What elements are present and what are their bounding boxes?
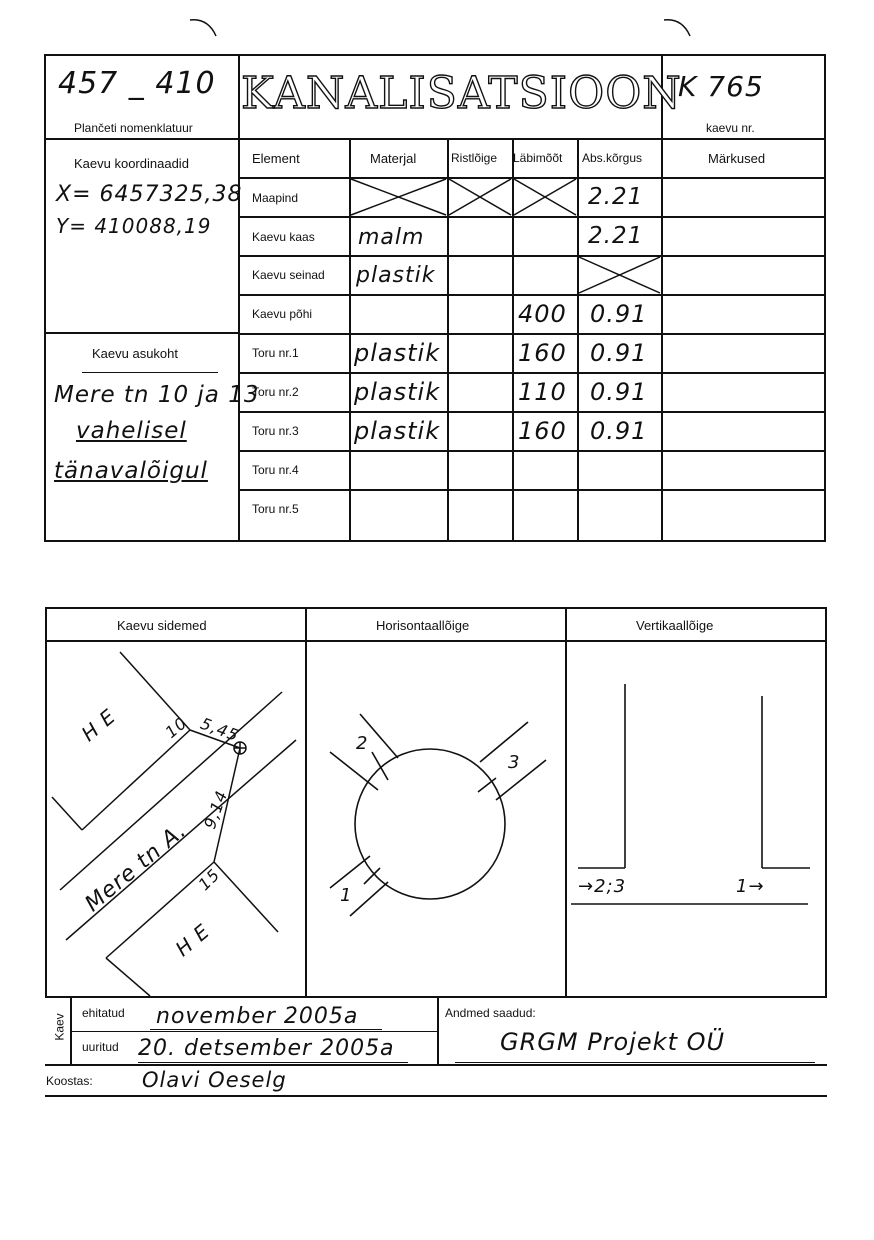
tie-distance-d: 15 <box>194 864 224 895</box>
row-diameter: 110 <box>518 378 567 406</box>
row-material: plastik <box>354 417 441 445</box>
row-height: 2.21 <box>588 184 644 210</box>
col-header-cross-section: Ristlõige <box>451 151 498 165</box>
location-line-1: Mere tn 10 ja 13 <box>54 382 260 408</box>
row-element: Toru nr.2 <box>252 385 299 399</box>
source-label: Andmed saadud: <box>445 1006 536 1020</box>
row-diameter: 160 <box>518 339 567 367</box>
pipe-3-label: 3 <box>508 752 521 773</box>
sheet-number: 457 _ 410 <box>58 66 216 101</box>
sheet-number-label: Plančeti nomenklatuur <box>74 121 193 135</box>
row-height: 0.91 <box>590 300 648 328</box>
col-header-element: Element <box>252 151 300 166</box>
row-diameter: 400 <box>518 300 567 328</box>
row-height: 2.21 <box>588 223 644 249</box>
location-line-2: vahelisel <box>76 418 187 444</box>
street-label: Mere tn A. <box>80 818 192 917</box>
row-element: Kaevu seinad <box>252 268 325 282</box>
coord-y: Y= 410088,19 <box>56 214 212 238</box>
row-element: Toru nr.3 <box>252 424 299 438</box>
coords-label: Kaevu koordinaadid <box>74 156 189 171</box>
tie-distance-b: 10 <box>161 713 191 742</box>
house-label-lower: H E <box>170 918 215 962</box>
built-label: ehitatud <box>82 1006 125 1020</box>
pipe-2-label: 2 <box>356 733 369 754</box>
row-element: Toru nr.4 <box>252 463 299 477</box>
measured-value: 20. detsember 2005a <box>138 1036 395 1061</box>
row-element: Maapind <box>252 191 299 205</box>
ties-title: Kaevu sidemed <box>117 618 207 633</box>
col-header-material: Materjal <box>370 151 417 166</box>
row-height: 0.91 <box>590 339 648 367</box>
vertical-arrow-right: 1→ <box>736 876 765 897</box>
author-label: Koostas: <box>46 1074 93 1088</box>
row-element: Kaevu kaas <box>252 230 315 244</box>
row-element: Kaevu põhi <box>252 307 313 321</box>
author-value: Olavi Oeselg <box>142 1068 287 1092</box>
vertical-arrow-left: →2;3 <box>578 876 627 897</box>
footer-side-label: Kaev <box>52 1013 67 1041</box>
col-header-notes: Märkused <box>708 151 766 166</box>
house-label-upper: H E <box>76 703 121 747</box>
row-material: plastik <box>356 263 436 288</box>
row-element: Toru nr.1 <box>252 346 299 360</box>
horizontal-section-title: Horisontaallõige <box>376 618 470 633</box>
col-header-abs-height: Abs.kõrgus <box>582 151 643 165</box>
row-material: plastik <box>354 378 441 406</box>
measured-label: uuritud <box>82 1040 119 1054</box>
built-value: november 2005a <box>156 1004 359 1029</box>
source-value: GRGM Projekt OÜ <box>500 1028 726 1056</box>
row-material: plastik <box>354 339 441 367</box>
row-material: malm <box>358 225 425 250</box>
tie-distance-c: 9,14 <box>200 787 232 832</box>
row-diameter: 160 <box>518 417 567 445</box>
vertical-section-title: Vertikaallõige <box>636 618 714 633</box>
tie-distance-a: 5,45 <box>197 713 242 746</box>
row-element: Toru nr.5 <box>252 502 299 516</box>
well-number: K 765 <box>678 70 764 103</box>
location-label: Kaevu asukoht <box>92 346 179 361</box>
location-line-3: tänavalõigul <box>54 458 208 484</box>
row-height: 0.91 <box>590 378 648 406</box>
pipe-1-label: 1 <box>340 885 353 906</box>
col-header-diameter: Läbimõõt <box>513 151 563 165</box>
row-height: 0.91 <box>590 417 648 445</box>
coord-x: X= 6457325,38 <box>56 182 243 207</box>
well-number-label: kaevu nr. <box>706 121 755 135</box>
page-title: KANALISATSIOON <box>241 68 682 119</box>
